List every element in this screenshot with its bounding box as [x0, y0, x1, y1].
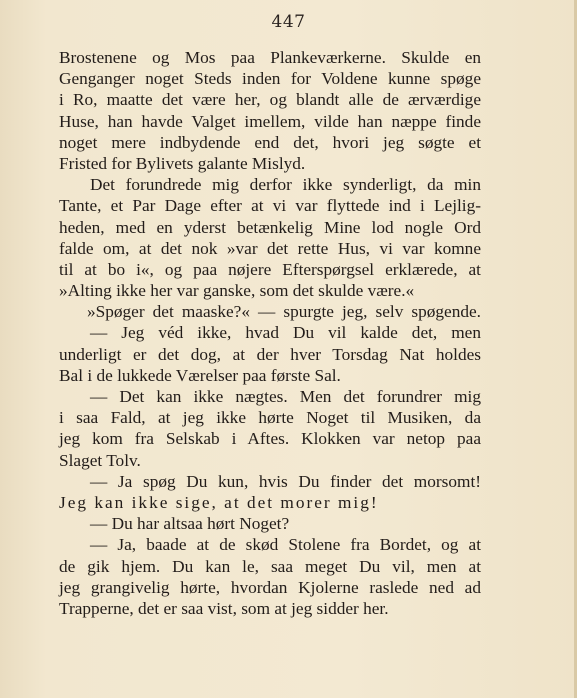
body-text — [59, 47, 481, 619]
text-line: jeg kom fra Selskab i Aftes. Klokken var netop paa — [59, 429, 481, 449]
text-line: Tante, et Par Dage efter at vi var flyttede ind i Lejlig- — [59, 196, 481, 216]
text-line: Huse, han havde Valget imellem, vilde han næppe finde — [59, 111, 481, 131]
text-line: jeg grangivelig hørte, hvordan Kjolerne raslede ned ad — [59, 577, 481, 597]
text-line: i Ro, maatte det være her, og blandt alle de ærværdige — [59, 90, 481, 110]
text-line: Det forundrede mig derfor ikke synderligt, da min — [90, 175, 481, 195]
text-line: Jeg kan ikke sige, at det morer mig! — [59, 492, 379, 512]
text-line: — Du har altsaa hørt Noget? — [90, 514, 290, 534]
text-line: — Jeg véd ikke, hvad Du vil kalde det, men — [90, 323, 481, 343]
text-line: »Spøger det maaske?« — spurgte jeg, selv spøgende. — [87, 302, 481, 322]
page-number: 447 — [271, 12, 306, 32]
text-line: — Ja, baade at de skød Stolene fra Bordet, og at — [90, 535, 481, 555]
text-line: Trapperne, det er saa vist, som at jeg sidder her. — [59, 598, 389, 618]
text-line: i saa Fald, at jeg ikke hørte Noget til Musiken, da — [59, 408, 481, 428]
text-line: — Ja spøg Du kun, hvis Du finder det morsomt! — [90, 471, 481, 491]
text-line: de gik hjem. Du kan le, saa meget Du vil, men at — [59, 556, 481, 576]
text-line: noget mere indbydende end det, hvori jeg søgte et — [59, 132, 481, 152]
text-line: »Alting ikke her var ganske, som det skulde være.« — [59, 281, 415, 301]
text-line: Genganger noget Steds inden for Voldene kunne spøge — [59, 69, 481, 89]
text-line: heden, med en yderst betænkelig Mine lod nogle Ord — [59, 217, 481, 237]
text-line: Bal i de lukkede Værelser paa første Sal. — [59, 365, 341, 385]
text-line: Brostenene og Mos paa Plankeværkerne. Skulde en — [59, 48, 481, 67]
text-line: falde om, at det nok »var det rette Hus, vi var komne — [59, 238, 481, 258]
text-line: Fristed for Bylivets galante Mislyd. — [59, 153, 306, 173]
text-line: — Det kan ikke nægtes. Men det forundrer mig — [90, 387, 481, 406]
text-line: underligt er det dog, at der hver Torsdag Nat holdes — [59, 344, 481, 364]
text-line: til at bo i«, og paa nøjere Efterspørgsel erklærede, at — [59, 259, 481, 279]
text-line: Slaget Tolv. — [59, 450, 141, 470]
